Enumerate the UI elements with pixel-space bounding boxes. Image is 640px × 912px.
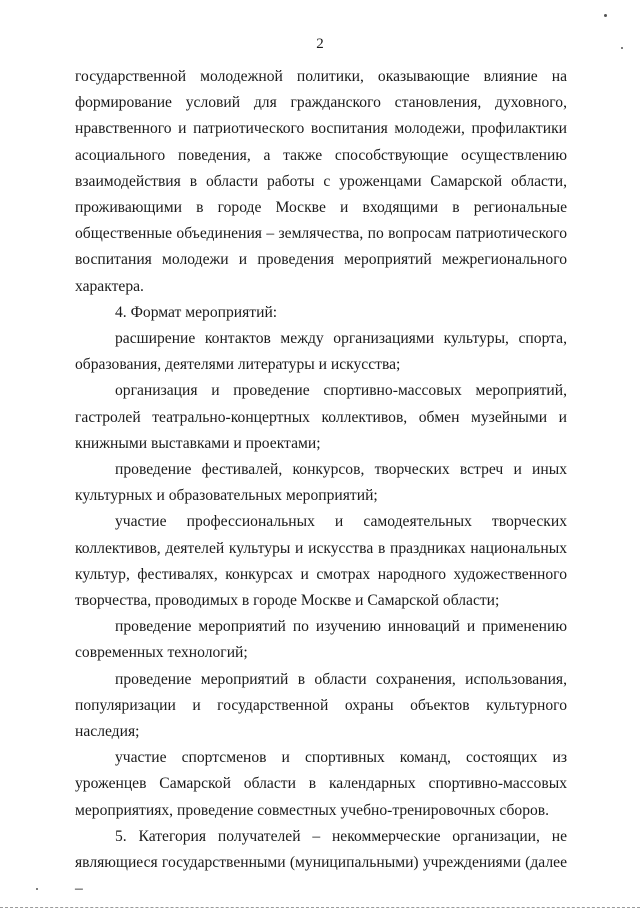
paragraph-collectives: участие профессиональных и самодеятельных творческих коллективов, деятелей культуры и искусства в праздниках национальных культур, фестивалях, конкурсах и смотрах народного художественного творчества, проводимых в городе Москве и Самарской области; (75, 513, 567, 610)
paragraph-continuation: государственной молодежной политики, оказывающие влияние на формирование условий для гражданского становления, духовного, нравственного и патриотического воспитания молодежи, профилактики асоциального поведения, а также способствующие осуществлению взаимодействия в области работы с уроженцами Самарской области, проживающими в городе Москве и входящими в региональные общественные объединения – землячества, по вопросам патриотического воспитания молодежи и проведения мероприятий межрегионального характера. (75, 68, 567, 295)
paragraph-innovations: проведение мероприятий по изучению инноваций и применению современных технологий; (75, 618, 567, 662)
scan-speck (621, 47, 623, 49)
paragraph-sports-events: организация и проведение спортивно-массовых мероприятий, гастролей театрально-концертных коллективов, обмен музейными и книжными выставками и проектами; (75, 382, 567, 452)
page-bottom-edge (0, 907, 640, 908)
section-4-heading: 4. Формат мероприятий: (115, 303, 278, 321)
paragraph-heritage: проведение мероприятий в области сохранения, использования, популяризации и государственной охраны объектов культурного наследия; (75, 670, 567, 741)
paragraph-athletes: участие спортсменов и спортивных команд, состоящих из уроженцев Самарской области в календарных спортивно-массовых мероприятиях, проведение совместных учебно-тренировочных сборов. (75, 749, 567, 819)
section-5-paragraph: 5. Категория получателей – некоммерческие организации, не являющиеся государственными (муниципальными) учреждениями (далее – (75, 827, 567, 898)
document-body (75, 64, 567, 903)
scan-speck (604, 14, 607, 17)
paragraph-festivals: проведение фестивалей, конкурсов, творческих встреч и иных культурных и образовательных мероприятий; (75, 461, 567, 505)
scan-speck (36, 888, 38, 890)
page-number: 2 (316, 36, 324, 52)
paragraph-contacts: расширение контактов между организациями культуры, спорта, образования, деятелями литературы и искусства; (75, 330, 567, 374)
